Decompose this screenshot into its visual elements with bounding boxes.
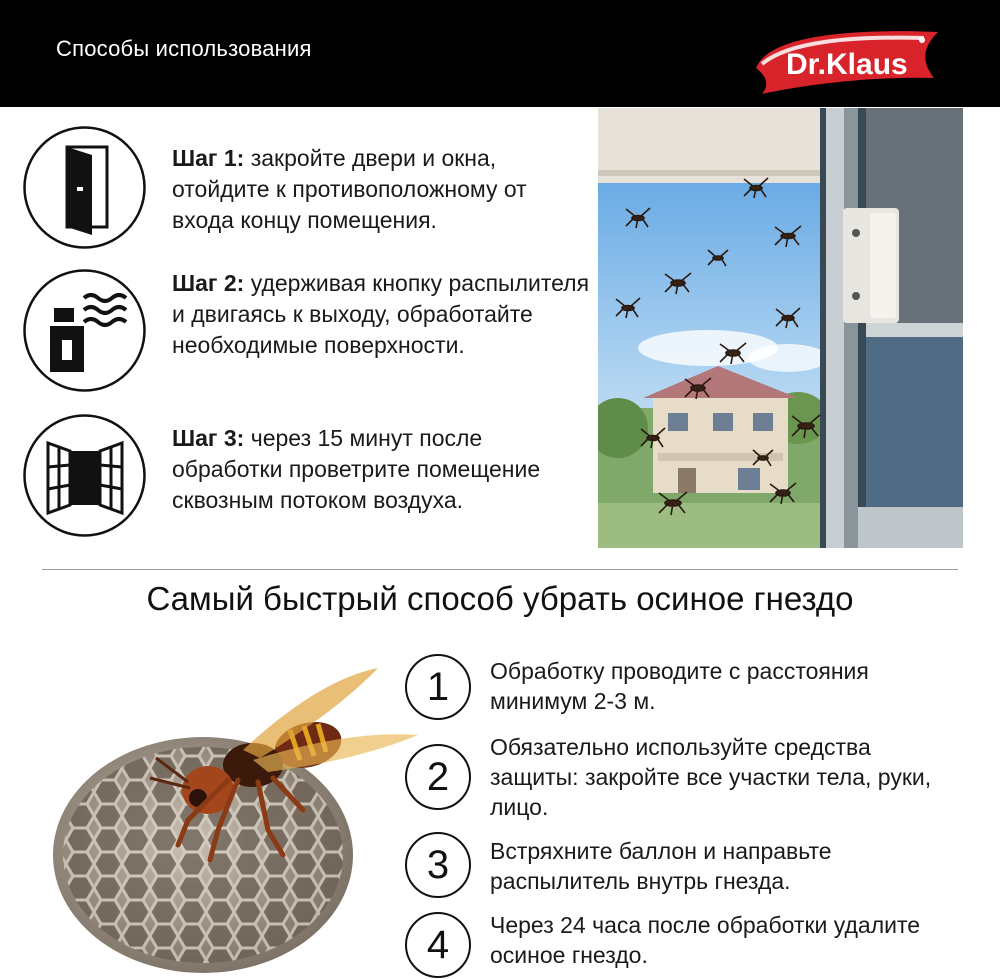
tip-4-text: Через 24 часа после обработки удалите осиное гнездо.	[490, 912, 921, 968]
tip-2-text: Обязательно используйте средства защиты: закройте все участки тела, руки, лицо.	[490, 734, 932, 820]
tip-1-text: Обработку проводите с расстояния минимум 2-3 м.	[490, 658, 869, 714]
svg-text:Dr.Klaus: Dr.Klaus	[786, 48, 908, 81]
tip-2-number: 2	[405, 744, 471, 810]
step-3-text	[172, 423, 592, 516]
page-title: Способы использования	[56, 36, 312, 61]
tip-3-number: 3	[405, 832, 471, 898]
step-3-label: Шаг 3:	[172, 425, 245, 451]
tip-4-number: 4	[405, 912, 471, 978]
step-2-text	[172, 268, 592, 361]
step-1-body: закройте двери и окна, отойдите к противоположному от входа концу помещения.	[172, 145, 527, 233]
dr-klaus-logo	[748, 20, 948, 100]
step-1-label: Шаг 1:	[172, 145, 245, 171]
mosquito-window-photo	[598, 108, 963, 548]
step-2-body: удерживая кнопку распылителя и двигаясь к выходу, обработайте необходимые поверхности.	[172, 270, 590, 358]
step-3-body: через 15 минут после обработки проветрите помещение сквозным потоком воздуха.	[172, 425, 541, 513]
door-icon	[22, 125, 147, 250]
header-bar	[0, 0, 1000, 107]
wasp-nest-image	[38, 660, 428, 975]
window-icon	[22, 413, 147, 538]
step-2-label: Шаг 2:	[172, 270, 245, 296]
tip-1-number: 1	[405, 654, 471, 720]
spray-icon	[22, 268, 147, 393]
section-heading: Самый быстрый способ убрать осиное гнездо	[146, 580, 854, 617]
section-divider	[42, 569, 958, 570]
tip-3-text: Встряхните баллон и направьте распылитель внутрь гнезда.	[490, 838, 832, 894]
step-1-text	[172, 143, 592, 236]
